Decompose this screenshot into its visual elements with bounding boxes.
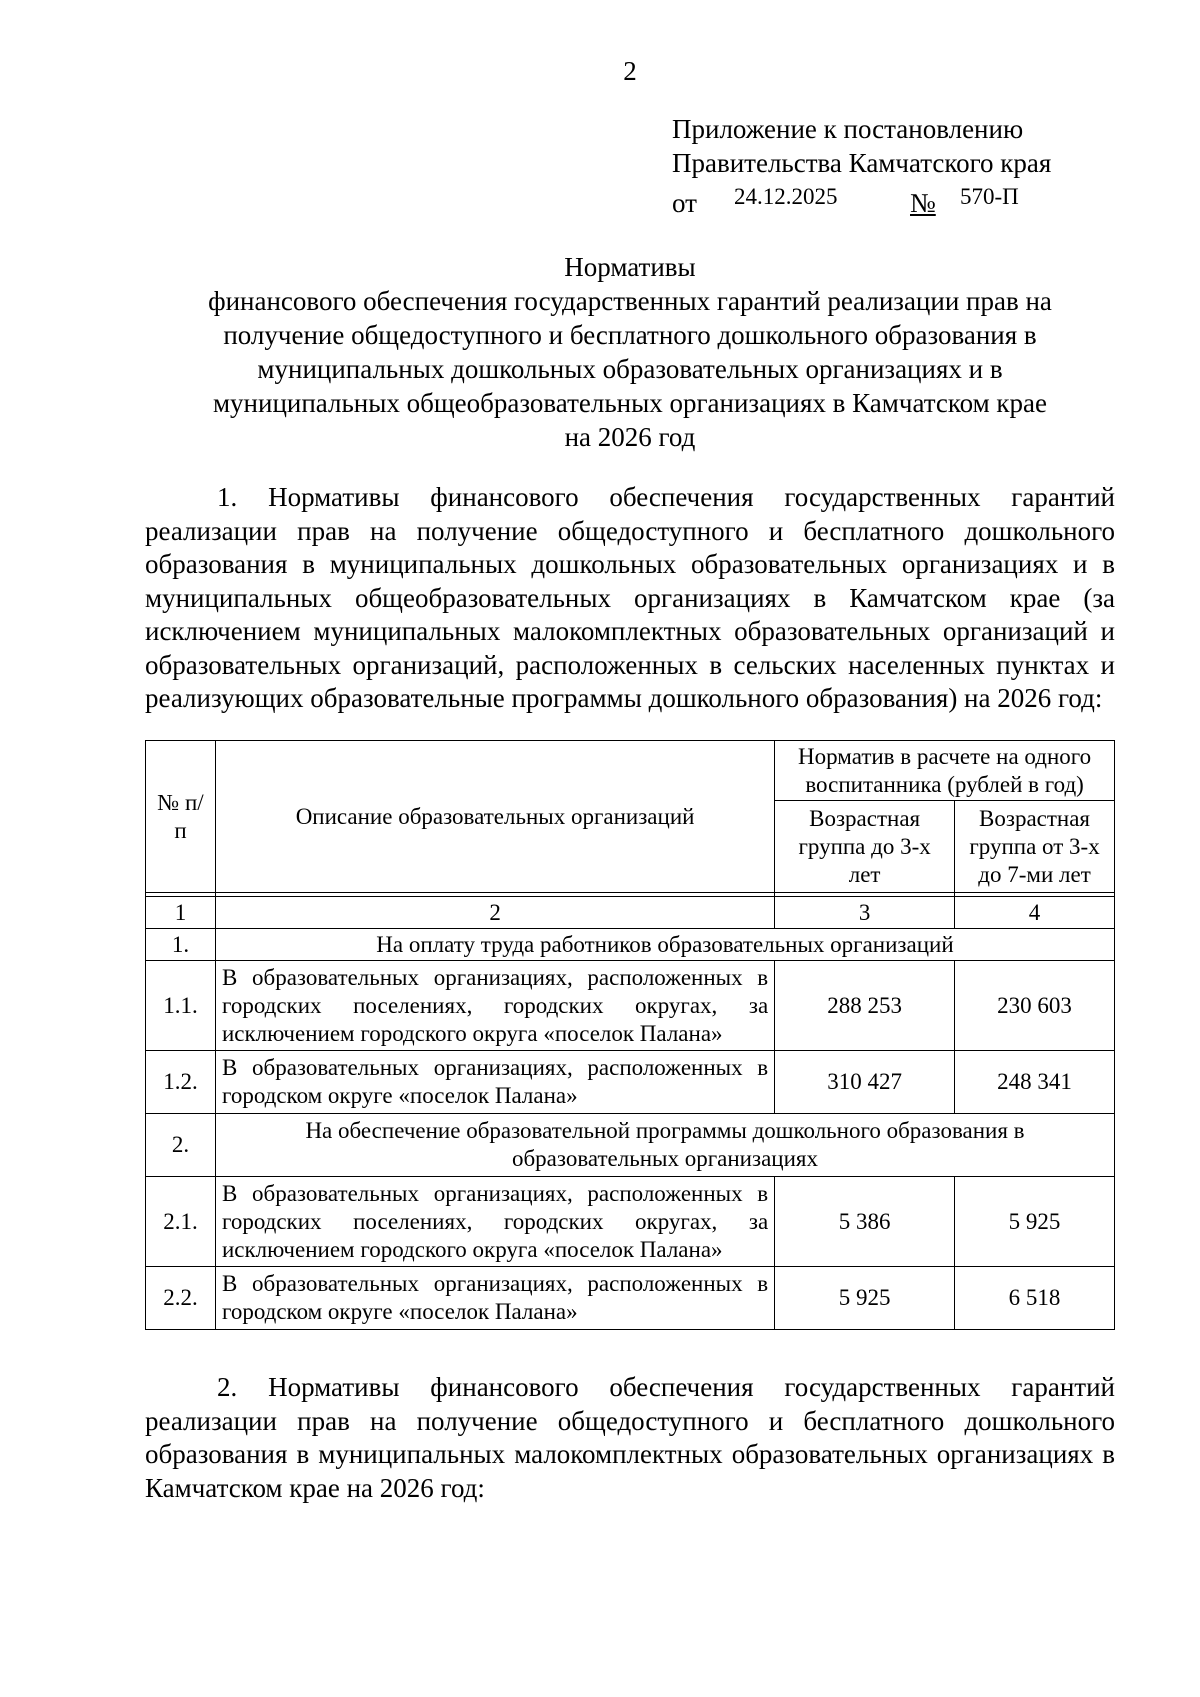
row-description: В образовательных организациях, расположенных в городском округе «поселок Палана» (215, 1051, 774, 1114)
row-num: 1. (146, 929, 216, 961)
title-line-3: получение общедоступного и бесплатного дошкольного образования в (223, 320, 1037, 350)
row-num: 2. (146, 1114, 216, 1177)
value-age-1: 5 925 (775, 1267, 955, 1330)
ot-label: от (672, 188, 697, 218)
value-age-1: 288 253 (775, 961, 955, 1051)
row-description: В образовательных организациях, расположенных в городских поселениях, городских округах, за исключением городского округа «поселок Палана» (215, 1177, 774, 1267)
column-number-row (146, 897, 1115, 929)
appendix-line-1: Приложение к постановлению (672, 114, 1024, 144)
header-description: Описание образовательных организаций (215, 741, 774, 893)
title-line-2: финансового обеспечения государственных гарантий реализации прав на (208, 286, 1052, 316)
col-num-2: 2 (215, 897, 774, 929)
value-age-1: 5 386 (775, 1177, 955, 1267)
title-line-1: Нормативы (564, 252, 696, 282)
table-row-1-2 (146, 1051, 1115, 1114)
value-age-2: 6 518 (955, 1267, 1115, 1330)
table-header-row (146, 741, 1115, 801)
value-age-2: 5 925 (955, 1177, 1115, 1267)
table-row-2-1 (146, 1177, 1115, 1267)
resolution-date: 24.12.2025 (734, 184, 838, 209)
header-age-group-2: Возрастная группа от 3-х до 7-ми лет (955, 801, 1115, 893)
header-age-group-1: Возрастная группа до 3-х лет (775, 801, 955, 893)
row-num: 2.1. (146, 1177, 216, 1267)
appendix-block (672, 112, 1051, 220)
value-age-2: 230 603 (955, 961, 1115, 1051)
resolution-number: 570-П (960, 184, 1019, 209)
table-row-section-1 (146, 929, 1115, 961)
row-num: 1.2. (146, 1051, 216, 1114)
document-title (145, 250, 1115, 454)
row-num: 1.1. (146, 961, 216, 1051)
header-num: № п/п (146, 741, 216, 893)
paragraph-2 (145, 1371, 1115, 1505)
appendix-line-2: Правительства Камчатского края (672, 148, 1052, 178)
paragraph-1 (145, 481, 1115, 716)
header-norm: Норматив в расчете на одного воспитанника (рублей в год) (775, 741, 1115, 801)
paragraph-1-text: 1. Нормативы финансового обеспечения государственных гарантий реализации прав на получение общедоступного и бесплатного дошкольного образования в муниципальных дошкольных образовательных организациях и в муниципальных общеобразовательных организациях в Камчатском крае (за исключением муниципальных малокомплектных образовательных организаций и образовательных организаций, расположенных в сельских населенных пунктах и реализующих образовательные программы дошкольного образования) на 2026 год: (145, 482, 1115, 713)
section-title: На обеспечение образовательной программы дошкольного образования в образовательных организациях (215, 1114, 1114, 1177)
table-row-1-1 (146, 961, 1115, 1051)
col-num-4: 4 (955, 897, 1115, 929)
title-line-6: на 2026 год (564, 422, 696, 452)
paragraph-2-text: 2. Нормативы финансового обеспечения государственных гарантий реализации прав на получение общедоступного и бесплатного дошкольного образования в муниципальных малокомплектных образовательных организациях в Камчатском крае на 2026 год: (145, 1372, 1115, 1503)
row-num: 2.2. (146, 1267, 216, 1330)
row-description: В образовательных организациях, расположенных в городском округе «поселок Палана» (215, 1267, 774, 1330)
title-line-5: муниципальных общеобразовательных организациях в Камчатском крае (212, 388, 1048, 418)
col-num-1: 1 (146, 897, 216, 929)
number-sign: № (910, 188, 936, 218)
title-line-4: муниципальных дошкольных образовательных организациях и в (257, 354, 1003, 384)
table-row-section-2 (146, 1114, 1115, 1177)
value-age-1: 310 427 (775, 1051, 955, 1114)
norms-table (145, 740, 1115, 1330)
value-age-2: 248 341 (955, 1051, 1115, 1114)
section-title: На оплату труда работников образовательных организаций (215, 929, 1114, 961)
table-row-2-2 (146, 1267, 1115, 1330)
appendix-date-row (672, 180, 1051, 220)
page-number: 2 (623, 56, 637, 86)
col-num-3: 3 (775, 897, 955, 929)
row-description: В образовательных организациях, расположенных в городских поселениях, городских округах, за исключением городского округа «поселок Палана» (215, 961, 774, 1051)
